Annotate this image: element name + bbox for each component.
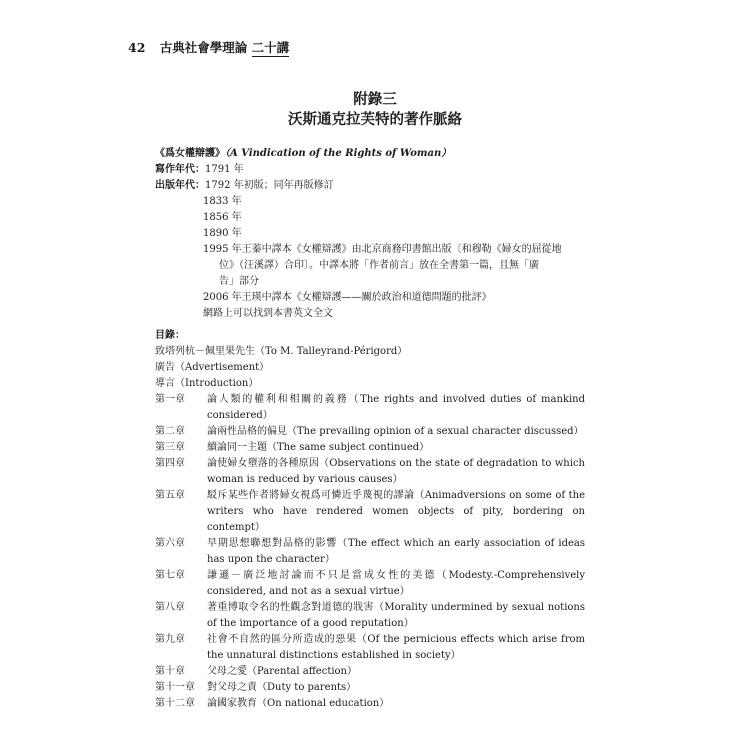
contents-front-item: 廣告（Advertisement）: [155, 362, 270, 373]
chapter-entry: [155, 600, 585, 632]
contents-front-item: 導言（Introduction）: [155, 378, 259, 389]
chapter-number: 第一章: [155, 394, 185, 405]
page-number: 42: [128, 40, 146, 55]
running-head-part: 二十講: [251, 40, 290, 55]
chapter-entry: [155, 392, 585, 424]
published-first: 1792 年初版；同年再版修訂: [205, 180, 334, 191]
edition-line: 2006 年王瑛中譯本《女權辯護——關於政治和道德問題的批評》: [203, 292, 492, 303]
chapter-entry: [155, 456, 585, 488]
chapter-title: 對父母之責（Duty to parents）: [207, 682, 357, 693]
chapter-entry: [155, 696, 585, 712]
chapter-number: 第六章: [155, 538, 185, 549]
chapter-number: 第十章: [155, 666, 185, 677]
edition-line: 網路上可以找到本書英文全文: [203, 308, 333, 319]
chapter-number: 第九章: [155, 634, 185, 645]
running-head: [128, 38, 289, 56]
edition-line: 1995 年王蓁中譯本《女權辯護》由北京商務印書館出版〔和穆勒《婦女的屈從地: [203, 244, 562, 255]
appendix-body: [155, 146, 585, 712]
published-label: 出版年代：: [155, 180, 205, 191]
edition-line: 位》（汪溪譯）合印〕。中譯本將「作者前言」放在全書第一篇，且無「廣: [219, 260, 539, 271]
chapter-number: 第十二章: [155, 698, 195, 709]
chapter-number: 第七章: [155, 570, 185, 581]
book-title-zh: 《爲女權辯護》: [155, 148, 225, 159]
chapter-title: 早期思想聯想對品格的影響（The effect which an early association of ideas has upon the character）: [207, 538, 585, 565]
chapter-title: 論使婦女墮落的各種原因（Observations on the state of degradation to which woman is reduced by various causes）: [207, 458, 585, 485]
chapter-entry: [155, 568, 585, 600]
chapter-number: 第三章: [155, 442, 185, 453]
appendix-title: 沃斯通克拉芙特的著作脈絡: [288, 112, 462, 128]
chapter-title: 謙遜－廣泛地討論而不只是當成女性的美德（Modesty.-Comprehensively considered, and not as a sexual virtue）: [207, 570, 585, 597]
chapter-number: 第五章: [155, 490, 185, 501]
written-year-line: [155, 162, 585, 178]
contents-heading: 目錄：: [155, 330, 185, 341]
chapter-number: 第二章: [155, 426, 185, 437]
running-head-book-title: 古典社會學理論: [159, 40, 248, 55]
written-value: 1791 年: [205, 164, 244, 175]
chapter-entry: [155, 440, 585, 456]
edition-line: 1890 年: [203, 228, 242, 239]
chapter-title: 駁斥某些作者將婦女視爲可憐近乎蔑視的謬論（Animadversions on some of the writers who have rendered women objects of pity, bordering on contempt）: [207, 490, 585, 533]
chapter-title: 著重博取令名的性觀念對道德的戕害（Morality undermined by sexual notions of the importance of a good reputation）: [207, 602, 585, 629]
edition-line: 告」部分: [219, 276, 259, 287]
chapter-number: 第十一章: [155, 682, 195, 693]
chapter-entry: [155, 488, 585, 536]
contents-front-item: 致塔列杭－佩里果先生（To M. Talleyrand-Périgord）: [155, 346, 408, 357]
chapter-number: 第四章: [155, 458, 185, 469]
chapter-entry: [155, 536, 585, 568]
appendix-label: 附錄三: [353, 92, 397, 108]
chapter-entry: [155, 632, 585, 664]
chapter-number: 第八章: [155, 602, 185, 613]
book-title-line: [155, 146, 585, 162]
edition-line: 1856 年: [203, 212, 242, 223]
published-year-line: [155, 178, 585, 194]
book-title-en: （A Vindication of the Rights of Woman）: [225, 148, 452, 159]
chapter-title: 論國家教育（On national education）: [207, 698, 390, 709]
chapter-title: 續論同一主題（The same subject continued）: [207, 442, 430, 453]
written-label: 寫作年代：: [155, 164, 205, 175]
chapter-title: 論人類的權利和相關的義務（The rights and involved duties of mankind considered）: [207, 394, 585, 421]
chapter-entry: [155, 680, 585, 696]
chapter-entry: [155, 664, 585, 680]
chapter-title: 社會不自然的區分所造成的惡果（Of the pernicious effects which arise from the unnatural distinctions established in society）: [207, 634, 585, 661]
chapter-title: 父母之愛（Parental affection）: [207, 666, 357, 677]
chapter-title: 論兩性品格的偏見（The prevailing opinion of a sexual character discussed）: [207, 426, 584, 437]
chapter-entry: [155, 424, 585, 440]
edition-line: 1833 年: [203, 196, 242, 207]
